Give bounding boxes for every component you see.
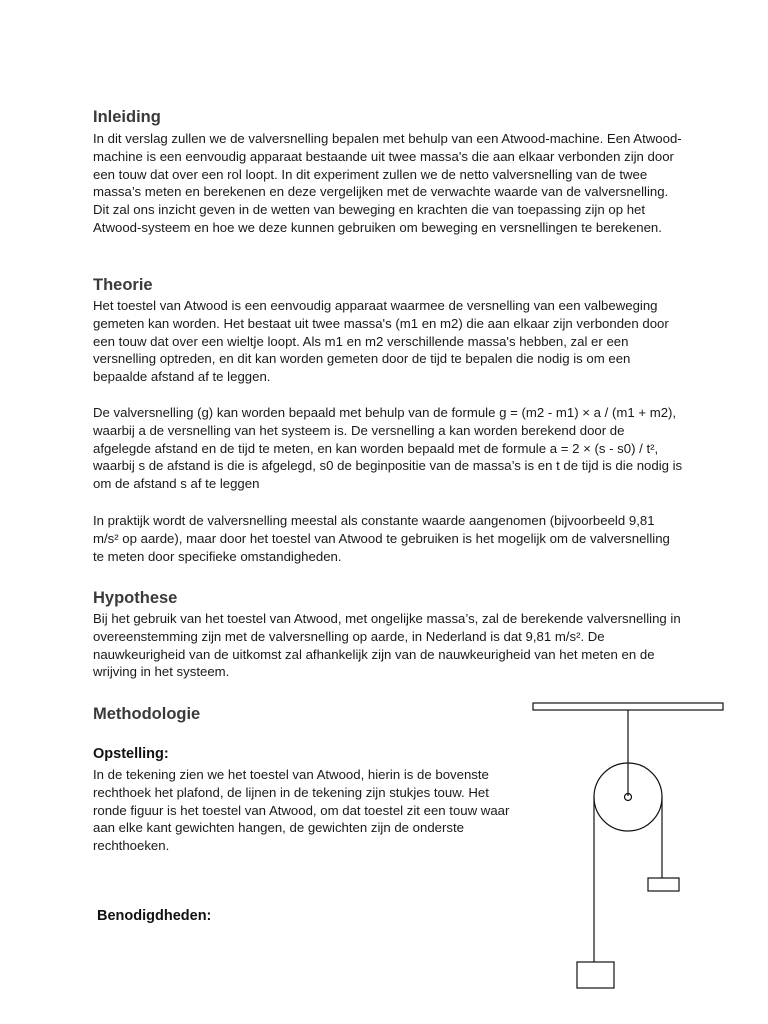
- opstelling-heading: Opstelling:: [93, 746, 169, 762]
- theorie-paragraph-3: In praktijk wordt de valversnelling meestal als constante waarde aangenomen (bijvoorbeeld 9,81 m/s² op aarde), maar door het toestel van Atwood te gebruiken is het mogelijk om de valversnelling te meten door specifieke omstandigheden.: [93, 513, 670, 564]
- benodigdheden-heading: Benodigdheden:: [97, 908, 212, 924]
- theorie-paragraph-2: De valversnelling (g) kan worden bepaald met behulp van de formule g = (m2 - m1) × a / (m1 + m2), waarbij a de versnelling van het systeem is. De versnelling a kan worden berekend door de afgelegde afstand en de tijd te meten, en kan worden bepaald met de formule a = 2 × (s - s0) / t², waarbij s de afstand is die is afgelegd, s0 de beginpositie van de massa’s is en t de tijd is die nodig is om de afstand s af te leggen: [93, 405, 683, 492]
- hypothese-heading: Hypothese: [93, 589, 178, 607]
- hypothese-paragraph: Bij het gebruik van het toestel van Atwood, met ongelijke massa’s, zal de berekende valversnelling in overeenstemming zijn met de valversnelling op aarde, in Nederland is dat 9,81 m/s². De nauwkeurigheid van de uitkomst zal afhankelijk zijn van de nauwkeurigheid van het meten en de wrijving in het systeem.: [93, 611, 681, 680]
- inleiding-paragraph: In dit verslag zullen we de valversnelling bepalen met behulp van een Atwood-machine. Een Atwood-machine is een eenvoudig apparaat bestaande uit twee massa's die aan elkaar verbonden zijn door een touw dat over een rol loopt. In dit experiment zullen we de netto valversnelling van de twee massa’s meten en berekenen en deze vergelijken met de verwachte waarde van de valversnelling. Dit zal ons inzicht geven in de wetten van beweging en krachten die van toepassing zijn op het Atwood-systeem en hoe we deze kunnen gebruiken om beweging en versnellingen te berekenen.: [93, 131, 682, 235]
- theorie-heading: Theorie: [93, 276, 153, 294]
- methodologie-heading: Methodologie: [93, 705, 201, 723]
- right-weight: [648, 878, 679, 891]
- opstelling-paragraph: In de tekening zien we het toestel van Atwood, hierin is de bovenste rechthoek het plafond, de lijnen in de tekening zijn stukjes touw. Het ronde figuur is het toestel van Atwood, om dat toestel zit een touw waar aan elke kant gewichten hangen, de gewichten zijn de onderste rechthoeken.: [93, 767, 510, 854]
- left-weight: [577, 962, 614, 988]
- ceiling-rect: [533, 703, 723, 710]
- inleiding-heading: Inleiding: [93, 108, 161, 126]
- theorie-paragraph-1: Het toestel van Atwood is een eenvoudig apparaat waarmee de versnelling van een valbeweging gemeten kan worden. Het bestaat uit twee massa's (m1 en m2) die aan elkaar zijn verbonden door een touw dat over een wieltje loopt. Als m1 en m2 verschillende massa's hebben, zal er een versnelling optreden, en dit kan worden gemeten door de tijd te bepalen die nodig is om een bepaalde afstand af te leggen.: [93, 298, 669, 385]
